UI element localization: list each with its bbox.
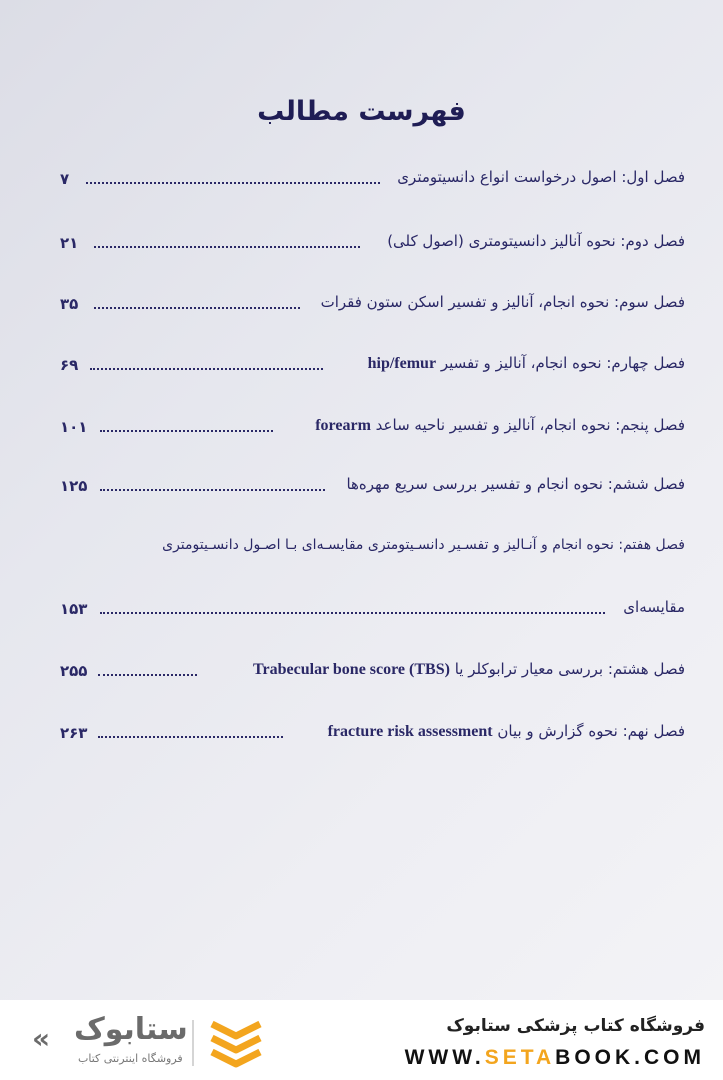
entry-title-latin: Trabecular bone score (TBS): [253, 661, 450, 678]
toc-entry-4: [60, 354, 685, 382]
url-prefix: WWW.: [404, 1046, 485, 1069]
toc-entry-1: [60, 168, 685, 196]
logo-divider: [192, 1020, 194, 1066]
toc-entry-2: [60, 232, 685, 260]
dot-leader: [98, 674, 197, 676]
toc-entry-6: [60, 475, 685, 503]
entry-title-latin: forearm: [315, 417, 371, 434]
dot-leader: [98, 736, 283, 738]
url-suffix: BOOK.COM: [555, 1046, 705, 1069]
dot-leader: [100, 612, 605, 614]
entry-title-persian: فصل هشتم: بررسی معیار ترابوکلر یا: [454, 660, 685, 678]
entry-page-number: ۲۵۵: [60, 662, 88, 680]
page-title: فهرست مطالب: [257, 96, 466, 127]
dot-leader: [86, 182, 380, 184]
entry-title: فصل هفتم: نحوه انجام و آنـالیز و تفسـیر دانسـیتومتری مقایسـه‌ای بـا اصـول دانسـیتومتری: [162, 537, 685, 553]
dot-leader: [90, 368, 323, 370]
entry-page-number: ۶۹: [60, 356, 79, 374]
entry-title: [368, 354, 685, 373]
dot-leader: [100, 489, 325, 491]
entry-page-number: ۱۵۳: [60, 600, 88, 618]
url-highlight: SETA: [484, 1046, 556, 1069]
entry-title-latin: fracture risk assessment: [327, 723, 493, 740]
entry-page-number: ۳۵: [60, 295, 79, 313]
entry-title-persian: فصل چهارم: نحوه انجام، آنالیز و تفسیر: [440, 354, 685, 372]
entry-title: مقایسه‌ای: [623, 598, 685, 616]
dot-leader: [94, 307, 300, 309]
store-name: فروشگاه کتاب پزشکی ستابوک: [446, 1016, 705, 1036]
toc-entry-8: [60, 660, 685, 688]
toc-entry-7: [60, 537, 685, 565]
entry-title: فصل دوم: نحوه آنالیز دانسیتومتری (اصول کلی): [387, 232, 685, 250]
entry-title-persian: فصل پنجم: نحوه انجام، آنالیز و تفسیر ناحیه ساعد: [375, 416, 685, 434]
entry-page-number: ۷: [60, 170, 70, 188]
entry-title: [253, 660, 685, 679]
logo-wordmark: ستابوک: [74, 1012, 188, 1047]
entry-title: [315, 416, 685, 435]
entry-title-latin: hip/femur: [367, 355, 437, 372]
entry-page-number: ۱۰۱: [60, 418, 88, 436]
double-chevron-icon: «: [32, 1022, 51, 1055]
entry-page-number: ۱۲۵: [60, 477, 88, 495]
dot-leader: [100, 430, 273, 432]
dot-leader: [94, 246, 360, 248]
toc-entry-9: [60, 722, 685, 750]
book-stack-icon: [206, 1016, 266, 1068]
store-url[interactable]: [405, 1046, 705, 1070]
entry-title: فصل ششم: نحوه انجام و تفسیر بررسی سریع مهره‌ها: [346, 475, 685, 493]
entry-title: فصل اول: اصول درخواست انواع دانسیتومتری: [397, 168, 685, 186]
entry-title-persian: فصل نهم: نحوه گزارش و بیان: [497, 722, 685, 740]
toc-entry-7-continued: [60, 598, 685, 626]
entry-page-number: ۲۱: [60, 234, 79, 252]
toc-entry-5: [60, 416, 685, 444]
entry-title: فصل سوم: نحوه انجام، آنالیز و تفسیر اسکن ستون فقرات: [320, 293, 685, 311]
toc-entry-3: [60, 293, 685, 321]
entry-title: [328, 722, 685, 741]
store-logo[interactable]: [30, 1012, 280, 1072]
entry-page-number: ۲۶۳: [60, 724, 88, 742]
logo-tagline: فروشگاه اینترنتی کتاب: [78, 1052, 183, 1065]
store-banner: [0, 1000, 723, 1080]
